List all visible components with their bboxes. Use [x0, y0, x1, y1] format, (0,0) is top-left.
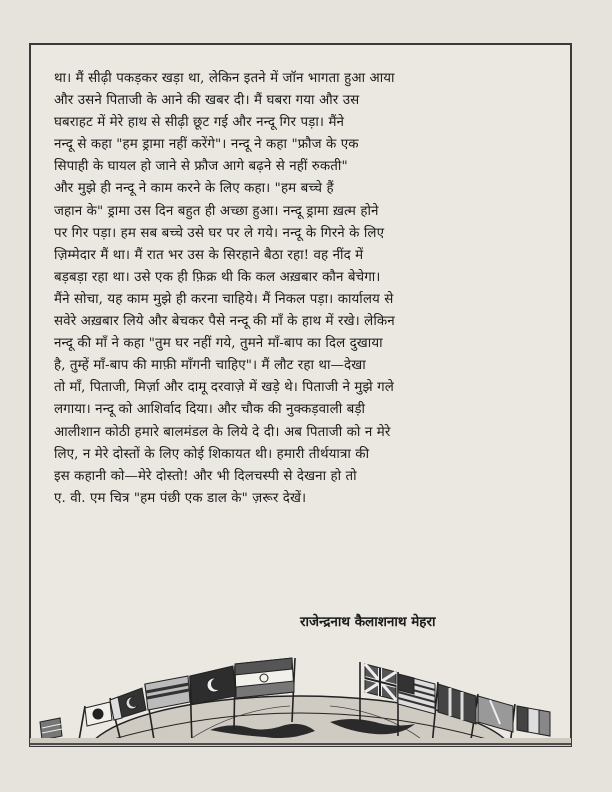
text-line: नन्दू की माँ ने कहा "तुम घर नहीं गये, तुमने माँ-बाप का दिल दुखाया: [54, 336, 383, 352]
text-line: है, तुम्हें माँ-बाप की माफ़ी माँगनी चाहिए"। मैं लौट रहा था—देखा: [54, 358, 366, 374]
text-line: तो माँ, पिताजी, मिर्ज़ा और दामू दरवाज़े में खड़े थे। पिताजी ने मुझे गले: [54, 380, 394, 396]
text-line: लिए, न मेरे दोस्तों के लिए कोई शिकायत थी। हमारी तीर्थयात्रा की: [54, 446, 370, 462]
text-line: था। मैं सीढ़ी पकड़कर खड़ा था, लेकिन इतने में जॉन भागता हुआ आया: [54, 71, 395, 86]
text-line: आलीशान कोठी हमारे बालमंडल के लिये दे दी। अब पिताजी को न मेरे: [54, 424, 391, 440]
text-line: लगाया। नन्दू को आशिर्वाद दिया। और चौक की नुक्कड़वाली बड़ी: [54, 402, 366, 418]
story-text: [54, 68, 549, 510]
text-line: इस कहानी को—मेरे दोस्तो! और भी दिलचस्पी से देखना हो तो: [54, 468, 357, 484]
text-line: पर गिर पड़ा। हम सब बच्चे उसे घर पर ले गये। नन्दू के गिरने के लिए: [54, 225, 385, 241]
text-line: सवेरे अख़बार लिये और बेचकर पैसे नन्दू की माँ के हाथ में रखे। लेकिन: [54, 314, 395, 330]
flags-globe-illustration: [30, 640, 571, 746]
text-line: सिपाही के घायल हो जाने से फ्रौज आगे बढ़ने से नहीं रुकती": [54, 159, 348, 175]
text-line: ए. वी. एम चित्र "हम पंछी एक डाल के" ज़रूर देखें।: [54, 490, 307, 506]
text-line: और उसने पिताजी के आने की खबर दी। मैं घबरा गया और उस: [54, 93, 360, 109]
text-line: नन्दू से कहा "हम ड्रामा नहीं करेंगे"। नन्दू ने कहा "फ्रौज के एक: [54, 137, 359, 153]
text-line: बड़बड़ा रहा था। उसे एक ही फ़िक्र थी कि कल अख़बार कौन बेचेगा।: [54, 269, 381, 285]
text-line: जहान के" ड्रामा उस दिन बहुत ही अच्छा हुआ। नन्दू ड्रामा ख़त्म होने: [54, 203, 379, 219]
text-line: घबराहट में मेरे हाथ से सीढ़ी छूट गई और नन्दू गिर पड़ा। मैंने: [54, 115, 345, 131]
author-signature: राजेन्द्रनाथ कैलाशनाथ मेहरा: [300, 614, 436, 630]
text-line: मैंने सोचा, यह काम मुझे ही करना चाहिये। मैं निकल पड़ा। कार्यालय से: [54, 291, 394, 307]
text-line: और मुझे ही नन्दू ने काम करने के लिए कहा। "हम बच्चे हैं: [54, 181, 334, 197]
text-line: ज़िम्मेदार मैं था। मैं रात भर उस के सिरहाने बैठा रहा! वह नींद में: [54, 247, 364, 263]
